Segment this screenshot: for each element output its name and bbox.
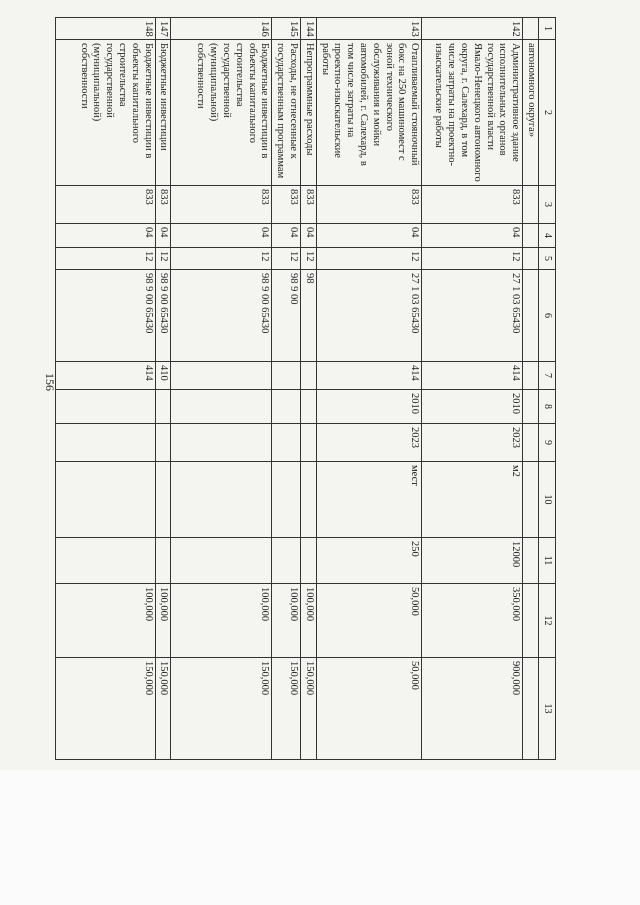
- table-cell: [523, 186, 539, 224]
- table-row: [523, 18, 539, 760]
- table-body: [55, 18, 538, 760]
- table-cell: 100,000: [171, 584, 272, 658]
- table-cell: [523, 462, 539, 538]
- table-cell: 147: [155, 18, 171, 40]
- table-cell: [301, 390, 317, 424]
- table-cell: 833: [272, 186, 301, 224]
- table-cell: 04: [301, 224, 317, 248]
- table-cell: [272, 424, 301, 462]
- header-cell: 4: [539, 224, 556, 248]
- table-cell: Непрограммные расходы: [301, 40, 317, 186]
- table-cell: 12: [316, 248, 421, 270]
- table-cell: [171, 362, 272, 390]
- table-cell: [155, 538, 171, 584]
- table-cell: [523, 390, 539, 424]
- table-cell: [523, 18, 539, 40]
- table-cell: 04: [55, 224, 155, 248]
- table-cell: [301, 424, 317, 462]
- header-cell: 9: [539, 424, 556, 462]
- table-cell: [301, 538, 317, 584]
- table-cell: 150,000: [301, 658, 317, 760]
- table-cell: 04: [422, 224, 523, 248]
- table-cell: 833: [155, 186, 171, 224]
- header-cell: 10: [539, 462, 556, 538]
- table-cell: [272, 390, 301, 424]
- table-cell: 50,000: [316, 658, 421, 760]
- table-cell: 12: [155, 248, 171, 270]
- table-header: [539, 18, 556, 760]
- table-cell: 833: [422, 186, 523, 224]
- table-cell: Отапливаемый стояночный бокс на 250 машиномест с зоной технического обслуживания и мойки автомобилей, г. Салехард, в том числе затраты на проектно-изыскательские работы: [316, 40, 421, 186]
- table-row: [422, 18, 523, 760]
- table-cell: [523, 424, 539, 462]
- table-cell: м2: [422, 462, 523, 538]
- table-cell: мест: [316, 462, 421, 538]
- table-cell: 27 1 03 65430: [316, 270, 421, 362]
- table-cell: [155, 390, 171, 424]
- table-cell: [523, 224, 539, 248]
- table-cell: 410: [155, 362, 171, 390]
- table-cell: 98: [301, 270, 317, 362]
- table-cell: 98 9 00 65430: [155, 270, 171, 362]
- header-cell: 12: [539, 584, 556, 658]
- table-row: [301, 18, 317, 760]
- table-cell: 833: [301, 186, 317, 224]
- header-cell: 6: [539, 270, 556, 362]
- table-cell: 100,000: [155, 584, 171, 658]
- table-cell: 100,000: [272, 584, 301, 658]
- table-cell: [171, 538, 272, 584]
- table-cell: 04: [171, 224, 272, 248]
- page-number: 156: [43, 373, 57, 391]
- table-cell: [523, 270, 539, 362]
- table-cell: 2010: [422, 390, 523, 424]
- table-cell: [523, 584, 539, 658]
- table-cell: 100,000: [55, 584, 155, 658]
- table-cell: 143: [316, 18, 421, 40]
- header-cell: 5: [539, 248, 556, 270]
- table-cell: 98 9 00: [272, 270, 301, 362]
- header-cell: 3: [539, 186, 556, 224]
- table-cell: Бюджетные инвестиции: [155, 40, 171, 186]
- table-cell: Бюджетные инвестиции в объекты капитального строительства государственной (муниципальной) собственности: [55, 40, 155, 186]
- table-cell: 833: [316, 186, 421, 224]
- rotated-table-wrapper: [78, 17, 556, 759]
- table-cell: [272, 462, 301, 538]
- table-cell: 12000: [422, 538, 523, 584]
- table-cell: 12: [171, 248, 272, 270]
- table-row: [316, 18, 421, 760]
- header-cell: 7: [539, 362, 556, 390]
- table-cell: 833: [171, 186, 272, 224]
- table-cell: [171, 390, 272, 424]
- table-cell: 414: [55, 362, 155, 390]
- table-cell: [55, 462, 155, 538]
- table-cell: 2023: [422, 424, 523, 462]
- table-cell: 150,000: [171, 658, 272, 760]
- table-cell: 142: [422, 18, 523, 40]
- table-cell: [272, 538, 301, 584]
- table-cell: [155, 424, 171, 462]
- table-cell: 150,000: [272, 658, 301, 760]
- table-cell: Расходы, не отнесенные к государственным программам: [272, 40, 301, 186]
- table-cell: [301, 362, 317, 390]
- table-cell: 100,000: [301, 584, 317, 658]
- table-cell: 900,000: [422, 658, 523, 760]
- table-cell: [171, 424, 272, 462]
- table-cell: 250: [316, 538, 421, 584]
- table-cell: [55, 538, 155, 584]
- table-cell: 27 1 03 65430: [422, 270, 523, 362]
- table-cell: 146: [171, 18, 272, 40]
- table-cell: [55, 424, 155, 462]
- table-cell: 98 9 00 65430: [55, 270, 155, 362]
- table-cell: 98 9 00 65430: [171, 270, 272, 362]
- table-cell: 150,000: [155, 658, 171, 760]
- table-cell: 350,000: [422, 584, 523, 658]
- table-cell: [523, 362, 539, 390]
- table-cell: Административное здание исполнительных органов государственной власти Ямало-Ненецкого автономного округа, г. Салехард, в том числе затраты на проектно-изыскательские работы: [422, 40, 523, 186]
- table-cell: 04: [155, 224, 171, 248]
- table-row: [55, 18, 155, 760]
- table-cell: 145: [272, 18, 301, 40]
- table-cell: 144: [301, 18, 317, 40]
- table-cell: [171, 462, 272, 538]
- header-cell: 8: [539, 390, 556, 424]
- budget-table: [55, 17, 556, 760]
- table-row: [171, 18, 272, 760]
- table-cell: 12: [422, 248, 523, 270]
- header-cell: 2: [539, 40, 556, 186]
- table-cell: 150,000: [55, 658, 155, 760]
- table-cell: 2023: [316, 424, 421, 462]
- header-cell: 13: [539, 658, 556, 760]
- table-row: [155, 18, 171, 760]
- table-cell: 12: [272, 248, 301, 270]
- table-cell: [523, 538, 539, 584]
- header-cell: 11: [539, 538, 556, 584]
- table-cell: [523, 248, 539, 270]
- table-cell: 833: [55, 186, 155, 224]
- header-cell: 1: [539, 18, 556, 40]
- table-cell: [301, 462, 317, 538]
- table-cell: 2010: [316, 390, 421, 424]
- table-cell: [523, 658, 539, 760]
- table-cell: [272, 362, 301, 390]
- page-bottom-margin: [0, 770, 640, 905]
- table-cell: [155, 462, 171, 538]
- table-row: [272, 18, 301, 760]
- table-cell: 12: [55, 248, 155, 270]
- table-cell: автономного округа»: [523, 40, 539, 186]
- table-cell: [55, 390, 155, 424]
- table-cell: 12: [301, 248, 317, 270]
- table-cell: 414: [316, 362, 421, 390]
- table-cell: 414: [422, 362, 523, 390]
- table-cell: 04: [316, 224, 421, 248]
- table-cell: 50,000: [316, 584, 421, 658]
- table-cell: 04: [272, 224, 301, 248]
- table-cell: 148: [55, 18, 155, 40]
- table-cell: Бюджетные инвестиции в объекты капитального строительства государственной (муниципальной) собственности: [171, 40, 272, 186]
